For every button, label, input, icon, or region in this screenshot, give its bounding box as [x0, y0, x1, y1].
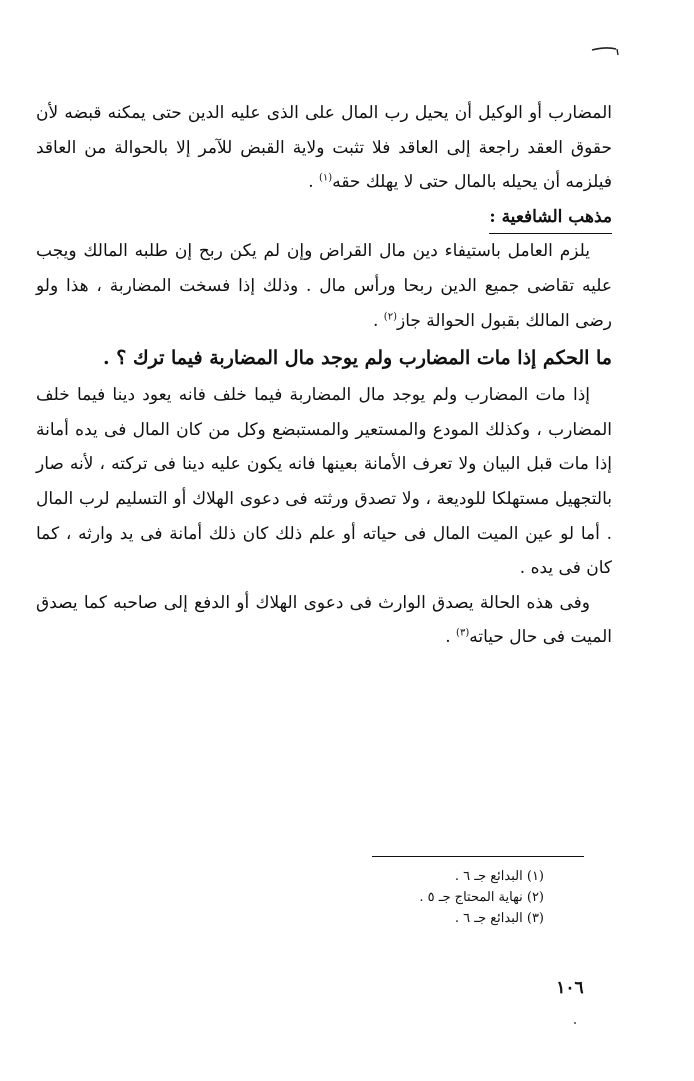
- section-heading: ما الحكم إذا مات المضارب ولم يوجد مال المضاربة فيما ترك ؟ .: [103, 347, 612, 370]
- footnote-ref-3: (٣): [456, 627, 470, 639]
- paragraph-1: [36, 96, 612, 200]
- corner-scan-mark: [590, 40, 622, 58]
- paragraph-2-end: .: [372, 310, 384, 331]
- paragraph-1-text: المضارب أو الوكيل أن يحيل رب المال على الذى عليه الدين حتى يمكنه قبضه لأن حقوق العقد راجعة إلى العاقد فلا تثبت ولاية القبض للآمر إلا بالحوالة من العاقد فيلزمه أن يحيله بالمال حتى لا يهلك حقه: [36, 103, 612, 193]
- footnote-ref-1: (١): [319, 172, 333, 184]
- footnote-1: (١) البدائع جـ ٦ .: [454, 869, 544, 884]
- paragraph-3: إذا مات المضارب ولم يوجد مال المضاربة فيما خلف فانه يعود دينا فيما خلف المضارب ، وكذلك المودع والمستعير والمستبضع وكل من كان المال فى يده أمانة إذا مات قبل البيان ولا تعرف الأمانة بعينها فانه يكون عليه دينا فى تركته ، لأنه صار بالتجهيل مستهلكا للوديعة ، ولا تصدق ورثته فى دعوى الهلاك أو التسليم لرب المال . أما لو عين الميت المال فى حياته أو علم ذلك كان ذلك أمانة فى يد وارثه ، كما كان فى يده .: [36, 385, 612, 579]
- footnote-ref-2: (٢): [383, 310, 397, 322]
- paragraph-4-text: وفى هذه الحالة يصدق الوارث فى دعوى الهلاك أو الدفع إلى صاحبه كما يصدق الميت فى حال حياته: [36, 592, 612, 648]
- paragraph-1-end: .: [308, 172, 320, 193]
- scan-speck: [574, 1022, 576, 1024]
- footnote-3: (٣) البدائع جـ ٦ .: [454, 911, 544, 926]
- paragraph-2: [36, 234, 612, 338]
- paragraph-2-text: يلزم العامل باستيفاء دين مال القراض وإن لم يكن ربح إن طلبه المالك ويجب عليه تقاضى جميع الدين ربحا ورأس مال . وذلك إذا فسخت المضاربة ، هذا ولو رضى المالك بقبول الحوالة جاز: [36, 241, 612, 331]
- paragraph-4: [36, 586, 612, 655]
- page-number: ١٠٦: [556, 978, 584, 998]
- section-subheading: مذهب الشافعية :: [489, 202, 612, 234]
- main-text: [36, 96, 612, 655]
- subheading-row: [36, 200, 612, 235]
- paragraph-4-end: .: [445, 627, 457, 648]
- footnotes: [324, 866, 544, 929]
- footnote-2: (٢) نهاية المحتاج جـ ٥ .: [419, 890, 544, 905]
- footnote-separator: [372, 856, 584, 857]
